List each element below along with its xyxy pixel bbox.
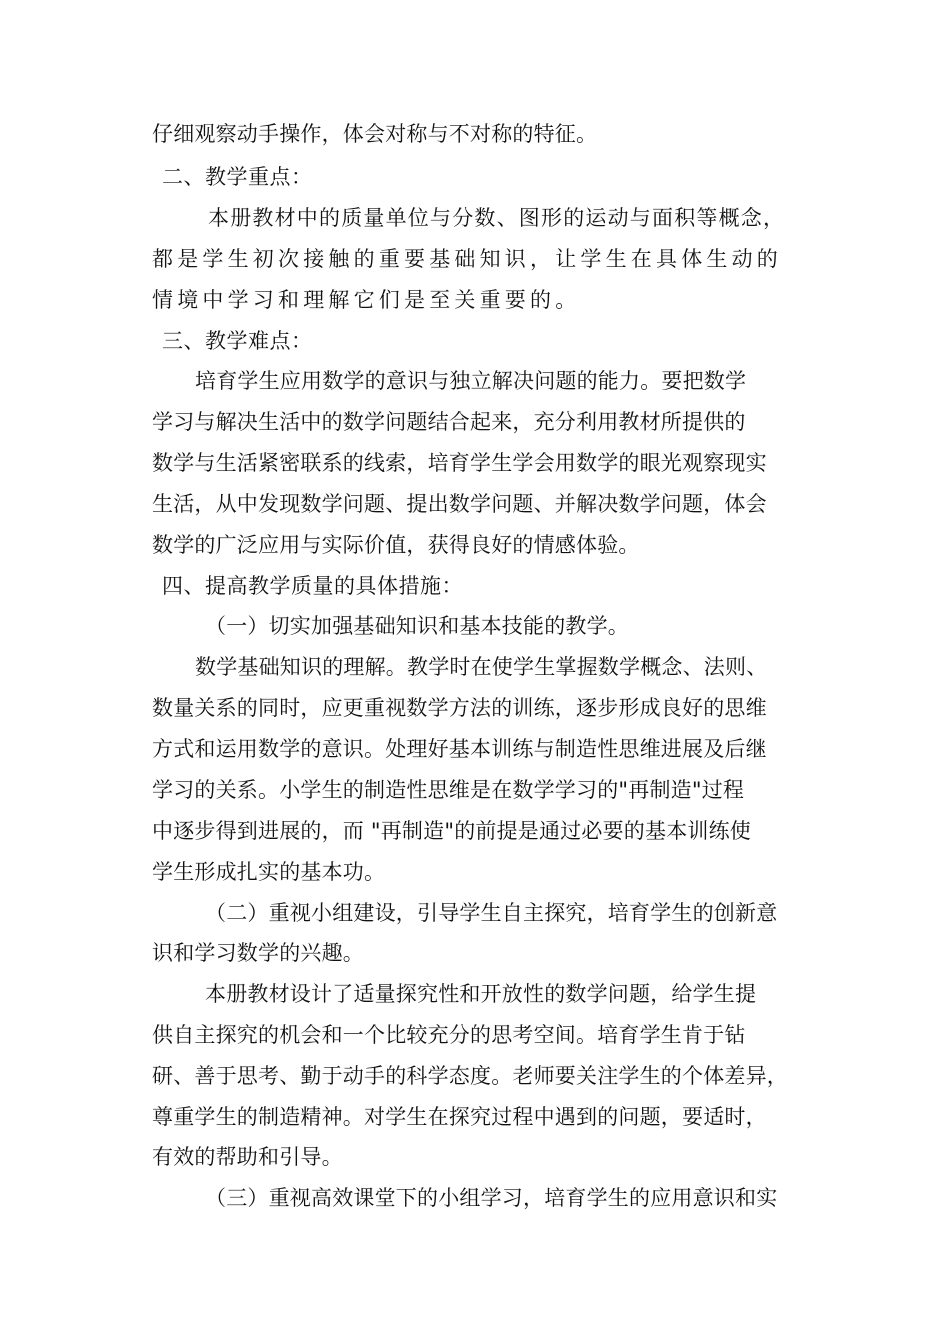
- subsection-heading: （三）重视高效课堂下的小组学习，培育学生的应用意识和实: [205, 1186, 778, 1210]
- section-heading-difficulties: 三、教学难点：: [162, 329, 313, 353]
- body-text-line: 本册教材设计了适量探究性和开放性的数学问题，给学生提: [205, 982, 757, 1006]
- body-text-line: 方式和运用数学的意识。处理好基本训练与制造性思维进展及后继: [152, 737, 767, 761]
- body-text-line: 数学基础知识的理解。教学时在使学生掌握数学概念、法则、: [195, 655, 768, 679]
- body-text-line: 尊重学生的制造精神。对学生在探究过程中遇到的问题，要适时，: [152, 1105, 767, 1129]
- section-heading-measures: 四、提高教学质量的具体措施：: [162, 574, 463, 598]
- body-text-line: 供自主探究的机会和一个比较充分的思考空间。培育学生肯于钻: [152, 1023, 746, 1047]
- section-heading-key-points: 二、教学重点：: [162, 165, 313, 189]
- body-text-line: 数学与生活紧密联系的线索，培育学生学会用数学的眼光观察现实: [152, 451, 767, 475]
- subsection-heading: （二）重视小组建设，引导学生自主探究，培育学生的创新意: [205, 901, 778, 925]
- body-text-line: 识和学习数学的兴趣。: [152, 941, 364, 965]
- body-text-line: 学习与解决生活中的数学问题结合起来，充分利用教材所提供的: [152, 410, 746, 434]
- body-text-line: 数量关系的同时，应更重视数学方法的训练，逐步形成良好的思维: [152, 696, 767, 720]
- body-text-line: 本册教材中的质量单位与分数、图形的运动与面积等概念，: [208, 206, 786, 230]
- body-text-line: 研、善于思考、勤于动手的科学态度。老师要关注学生的个体差异，: [152, 1064, 788, 1088]
- body-text-line: 生活，从中发现数学问题、提出数学问题、并解决数学问题，体会: [152, 492, 767, 516]
- body-text-line: 学习的关系。小学生的制造性思维是在数学学习的"再制造"过程: [152, 778, 745, 802]
- body-text-line: 情境中学习和理解它们是至关重要的。: [152, 288, 581, 312]
- body-text-line: 仔细观察动手操作，体会对称与不对称的特征。: [152, 122, 598, 146]
- body-text-line: 数学的广泛应用与实际价值，获得良好的情感体验。: [152, 533, 640, 557]
- subsection-heading: （一）切实加强基础知识和基本技能的教学。: [205, 614, 629, 638]
- body-text-line: 学生形成扎实的基本功。: [152, 860, 386, 884]
- body-text-line: 中逐步得到进展的，而 "再制造"的前提是通过必要的基本训练使: [152, 819, 751, 843]
- body-text-line: 都是学生初次接触的重要基础知识，让学生在具体生动的: [152, 247, 782, 271]
- body-text-line: 培育学生应用数学的意识与独立解决问题的能力。要把数学: [195, 369, 747, 393]
- body-text-line: 有效的帮助和引导。: [152, 1145, 343, 1169]
